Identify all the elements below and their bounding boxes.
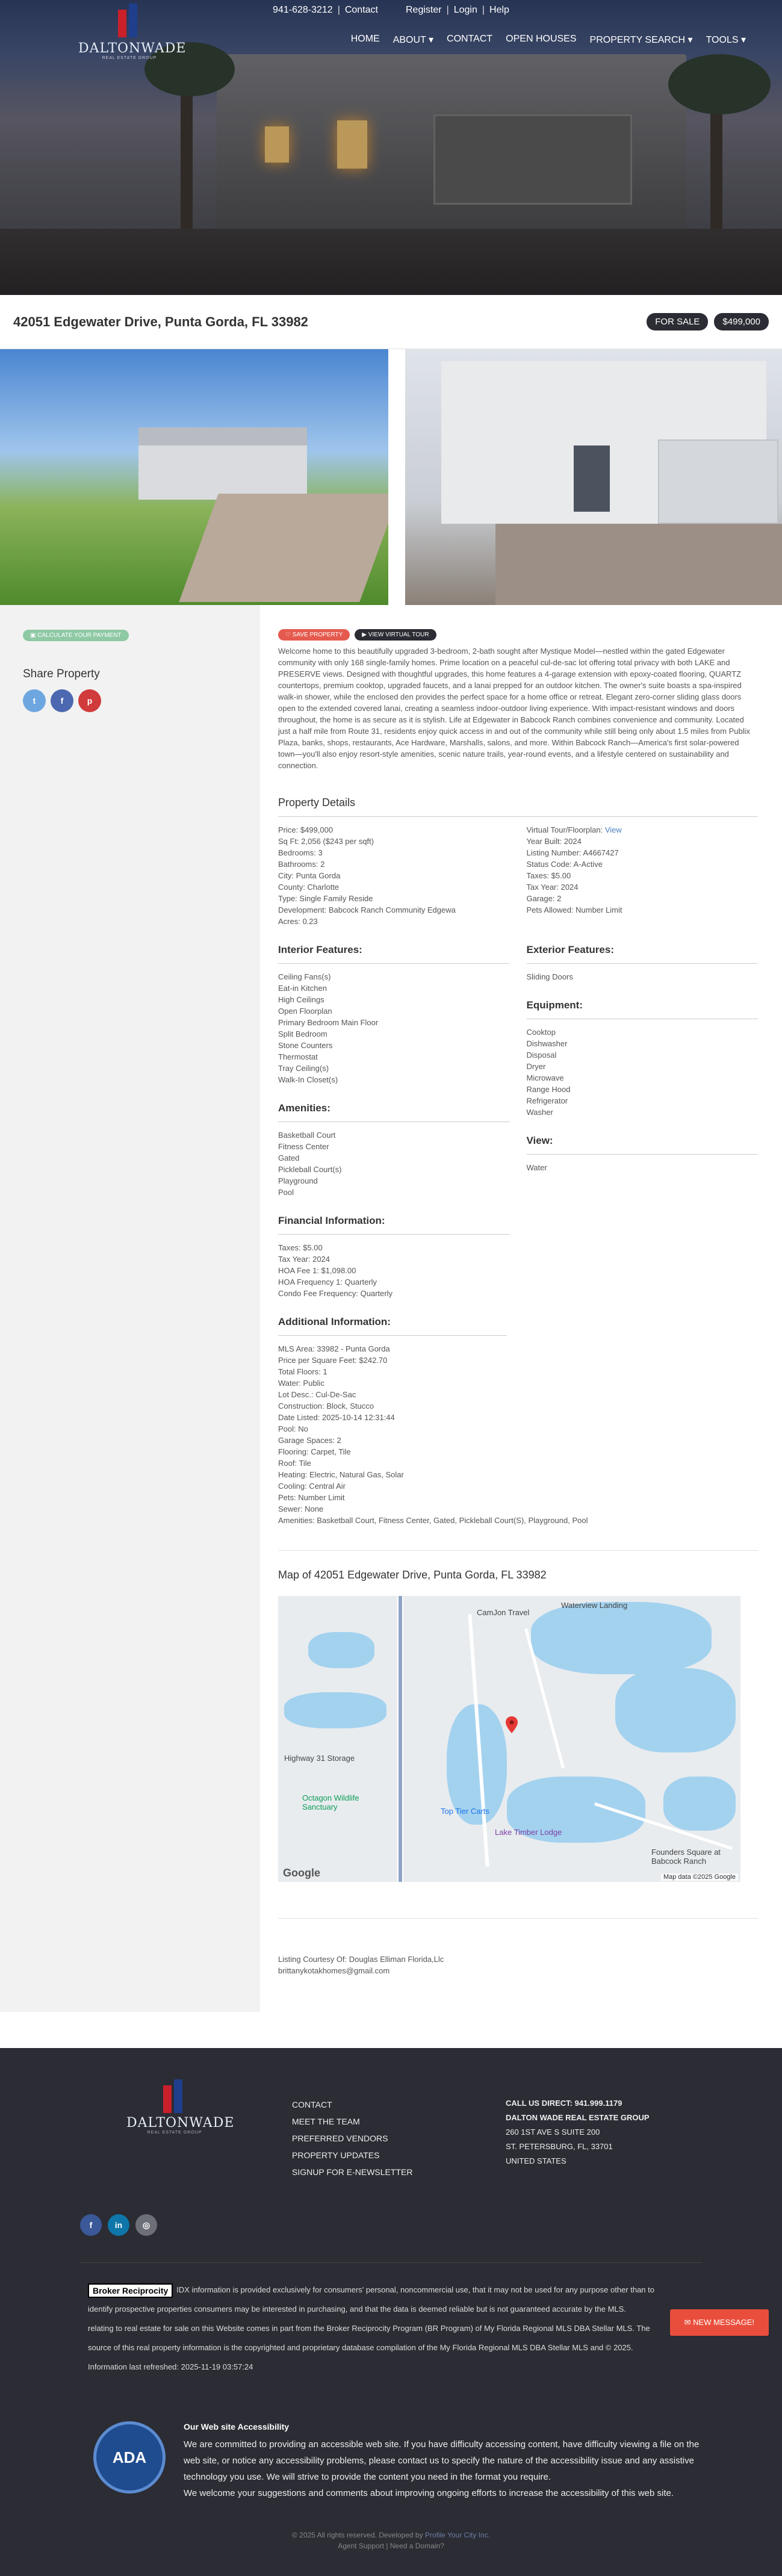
view-list [527, 1162, 759, 1173]
accessibility-title: Our Web site Accessibility [184, 2422, 290, 2432]
login-link[interactable]: Login [453, 5, 477, 15]
equipment-item: Microwave [526, 1073, 564, 1082]
footer-contact-line: 260 1ST AVE S SUITE 200 [506, 2128, 600, 2137]
nav-about[interactable] [393, 34, 433, 46]
additional-info-item: Construction: Block, Stucco [278, 1401, 374, 1411]
footer-contact [506, 2096, 650, 2168]
additional-info-item: Amenities: Basketball Court, Fitness Center, Gated, Pickleball Court(S), Playground, Pool [278, 1516, 588, 1525]
interior-feature-item: Eat-in Kitchen [278, 984, 327, 993]
additional-info-item: Pets: Number Limit [278, 1493, 345, 1502]
footer-link[interactable]: PREFERRED VENDORS [292, 2134, 388, 2143]
amenity-item: Pool [278, 1188, 294, 1197]
financial-item: HOA Frequency 1: Quarterly [278, 1277, 377, 1286]
financial-item: Taxes: $5.00 [278, 1243, 323, 1252]
additional-info-list [278, 1343, 758, 1526]
photo-house [138, 427, 307, 500]
photo-walkway [495, 524, 782, 605]
interior-feature-item: Primary Bedroom Main Floor [278, 1018, 379, 1027]
accessibility-statement [184, 2419, 701, 2501]
footer-link[interactable]: SIGNUP FOR E-NEWSLETTER [292, 2167, 413, 2177]
map-label-waterview: Waterview Landing [561, 1601, 628, 1610]
footer-link[interactable]: MEET THE TEAM [292, 2117, 360, 2126]
additional-info-item: Lot Desc.: Cul-De-Sac [278, 1390, 356, 1399]
equipment-item: Dishwasher [526, 1039, 568, 1048]
nav-tools[interactable] [706, 34, 746, 46]
equipment-item: Washer [526, 1108, 553, 1117]
interior-features-list [278, 971, 510, 1085]
new-message-label: NEW MESSAGE! [693, 2318, 754, 2327]
amenity-item: Basketball Court [278, 1131, 336, 1140]
instagram-icon[interactable]: ◎ [135, 2214, 157, 2236]
detail-item: Acres: 0.23 [278, 917, 318, 926]
ada-badge-text: ADA [112, 2448, 147, 2466]
additional-info-item: Heating: Electric, Natural Gas, Solar [278, 1470, 404, 1479]
accessibility-paragraph-1: We are committed to providing an accessible web site. If you have difficulty accessing content, have difficulty viewing a file on the web site, or notice any accessibility problems, please contact us to specify the nature of the accessibility issue and any assistive technology you use. We will strive to provide the content you need in the format you require. [184, 2439, 700, 2482]
nav-about-label: ABOUT [393, 35, 426, 45]
map-label-storage: Highway 31 Storage [284, 1754, 355, 1763]
financial-item: HOA Fee 1: $1,098.00 [278, 1266, 356, 1275]
footer-logo-tagline: REAL ESTATE GROUP [147, 2131, 202, 2135]
details-right-column [527, 824, 759, 927]
additional-info-item: Garage Spaces: 2 [278, 1436, 341, 1445]
detail-item: Year Built: 2024 [526, 837, 582, 846]
footer-contact-line: UNITED STATES [506, 2156, 566, 2165]
additional-info-item: Pool: No [278, 1424, 308, 1433]
idx-line-4: source of this real property information is the copyrighted and proprietary database compilation of the My Florida Regional MLS DBA Stellar MLS and © 2025. [88, 2343, 633, 2352]
exterior-features-list [527, 971, 759, 982]
listing-content [260, 605, 782, 2012]
map-data-credit: Map data ©2025 Google [661, 1873, 738, 1881]
caret-down-icon: ▾ [740, 35, 746, 45]
courtesy-office: Listing Courtesy Of: Douglas Elliman Florida,Llc [278, 1955, 444, 1964]
detail-item: County: Charlotte [278, 883, 340, 892]
virtual-tour-label: VIEW VIRTUAL TOUR [368, 632, 429, 638]
listing-badges [647, 313, 769, 331]
courtesy-email: brittanykotakhomes@gmail.com [278, 1966, 390, 1975]
virtual-tour-link[interactable]: View [604, 825, 622, 834]
map-highway [397, 1596, 403, 1882]
footer-contact-line: ST. PETERSBURG, FL, 33701 [506, 2142, 613, 2151]
nav-tools-label: TOOLS [706, 35, 739, 45]
features-row [278, 927, 758, 1299]
copyright-line [0, 2530, 782, 2540]
main-content [0, 605, 782, 2012]
additional-info-title: Additional Information: [278, 1316, 507, 1336]
detail-item: Taxes: $5.00 [526, 871, 571, 880]
site-logo[interactable] [78, 4, 187, 70]
contact-link[interactable]: Contact [344, 5, 378, 15]
amenity-item: Gated [278, 1153, 300, 1162]
detail-item: Bathrooms: 2 [278, 860, 325, 869]
save-property-button[interactable] [278, 629, 350, 641]
nav-open-houses[interactable]: OPEN HOUSES [506, 34, 577, 44]
footer-link[interactable]: PROPERTY UPDATES [292, 2150, 380, 2160]
heart-icon: ♡ [285, 632, 291, 638]
footer-divider [80, 2262, 703, 2263]
equipment-item: Disposal [526, 1051, 557, 1060]
financial-title: Financial Information: [278, 1215, 510, 1235]
help-link[interactable]: Help [489, 5, 509, 15]
view-item: Water [526, 1163, 547, 1172]
idx-line-2: identify prospective properties consumers may be interested in purchasing, and that the data is deemed reliable but is not guaranteed accurate by the MLS. [88, 2304, 626, 2314]
map-label-camjon: CamJon Travel [477, 1608, 530, 1617]
property-details-title: Property Details [278, 796, 758, 817]
additional-info-item: Roof: Tile [278, 1459, 311, 1468]
amenities-title: Amenities: [278, 1102, 510, 1122]
footer-links [292, 2096, 412, 2180]
virtual-tour-row [527, 824, 759, 836]
map-lake [615, 1668, 736, 1752]
calculate-payment-label: CALCULATE YOUR PAYMENT [37, 632, 122, 639]
map-label-octagon: Octagon Wildlife Sanctuary [302, 1793, 359, 1811]
equipment-title: Equipment: [527, 999, 759, 1019]
equipment-item: Range Hood [526, 1085, 571, 1094]
idx-line-1 [88, 2280, 696, 2300]
save-property-label: SAVE PROPERTY [292, 632, 343, 638]
amenity-item: Fitness Center [278, 1142, 329, 1151]
listing-photo-2[interactable] [405, 349, 782, 605]
exterior-features-title: Exterior Features: [527, 944, 759, 964]
footer-logo[interactable] [126, 2079, 235, 2135]
footer-link[interactable]: CONTACT [292, 2100, 332, 2109]
nav-home[interactable]: HOME [350, 34, 380, 44]
copyright-text: © 2025 All rights reserved. Developed by [291, 2531, 423, 2539]
twitter-share-icon[interactable]: t [23, 689, 46, 712]
detail-item: Garage: 2 [526, 894, 562, 903]
support-links[interactable]: Agent Support | Need a Domain? [338, 2542, 444, 2550]
logo-tagline: REAL ESTATE GROUP [102, 56, 157, 60]
calculator-icon: ▣ [30, 632, 36, 639]
additional-info-item: Total Floors: 1 [278, 1367, 327, 1376]
divider [278, 1918, 758, 1919]
detail-item: Development: Babcock Ranch Community Edgewa [278, 905, 456, 914]
photo-driveway [179, 494, 388, 602]
view-title: View: [527, 1135, 759, 1155]
map-title: Map of 42051 Edgewater Drive, Punta Gorda, FL 33982 [278, 1569, 547, 1581]
detail-item: Type: Single Family Reside [278, 894, 373, 903]
listing-photo-1[interactable] [0, 349, 388, 605]
separator: | [337, 5, 340, 15]
additional-info-item: Price per Square Feet: $242.70 [278, 1356, 388, 1365]
linkedin-icon[interactable]: in [108, 2214, 129, 2236]
photo-front-door [574, 445, 610, 512]
additional-info-item: MLS Area: 33982 - Punta Gorda [278, 1344, 390, 1353]
idx-line-5: Information last refreshed: 2025-11-19 03:57:24 [88, 2362, 253, 2371]
share-title: Share Property [23, 668, 100, 680]
amenities-list [278, 1129, 510, 1198]
listing-courtesy [278, 1943, 758, 1976]
amenity-item: Pickleball Court(s) [278, 1165, 342, 1174]
footer-social [80, 2214, 157, 2236]
detail-item: Price: $499,000 [278, 825, 334, 834]
map-lake [308, 1632, 374, 1668]
accessibility-paragraph-2: We welcome your suggestions and comments about improving ongoing efforts to increase the accessibility of this web site. [184, 2488, 674, 2498]
interior-feature-item: Split Bedroom [278, 1029, 327, 1038]
separator: | [482, 5, 485, 15]
ada-badge-icon [93, 2421, 166, 2494]
detail-item: Pets Allowed: Number Limit [526, 905, 622, 914]
idx-text-1: IDX information is provided exclusively for consumers' personal, noncommercial use, that it may not be used for any purpose other than to [176, 2285, 654, 2294]
logo-mark-icon [161, 2079, 188, 2115]
calculate-payment-button[interactable] [23, 630, 129, 641]
interior-column [278, 927, 510, 1299]
photo-garage-door [658, 439, 778, 524]
map-label-laketimber: Lake Timber Lodge [495, 1828, 562, 1837]
photo-gallery [0, 349, 782, 605]
listing-description: Welcome home to this beautifully upgraded 3-bedroom, 2-bath sought after Mystique Model—nestled within the gated Edgewater community with only 168 single-family homes. Prime location on a peaceful cul-de-sac lot offering total privacy with both LAKE and PRESERVE views. Designed with thoughtful upgrades, this home features a 4-garage extension with epoxy-coated flooring, QUARTZ countertops, premium cooktop, upgraded faucets, and a lanai prepped for an outdoor kitchen. The owner's suite boasts a spa-inspired walk-in shower, while the enclosed den provides the perfect space for a home office or retreat. Elegant zero-corner sliding glass doors open to the extended covered lanai, creating a seamless indoor-outdoor living experience. With impact-resistant windows and doors throughout, the home is as secure as it is stylish. Life at Edgewater in Babcock Ranch combines convenience and community. Located just a half mile from Route 31, residents enjoy quick access in and out of the community while still being only about 1.5 miles from Publix Plaza, banks, shops, restaurants, Ace Hardware, Marshalls, salons, and more. Within Babcock Ranch—America's first solar-powered town—you'll also enjoy resort-style amenities, scenic nature trails, year-round events, and a lifestyle centered on sustainability and connection. [278, 647, 750, 770]
detail-item: Status Code: A-Active [526, 860, 603, 869]
facebook-share-icon[interactable]: f [51, 689, 73, 712]
interior-feature-item: Open Floorplan [278, 1007, 332, 1016]
location-map[interactable] [278, 1596, 740, 1882]
new-message-button[interactable] [670, 2309, 769, 2336]
site-footer [0, 2048, 782, 2576]
additional-info-item: Water: Public [278, 1379, 324, 1388]
interior-feature-item: Stone Counters [278, 1041, 333, 1050]
google-logo: Google [283, 1867, 320, 1879]
developer-link[interactable]: Profile Your City Inc. [424, 2531, 491, 2539]
detail-item: Bedrooms: 3 [278, 848, 323, 857]
broker-reciprocity-logo: Broker Reciprocity [88, 2283, 173, 2298]
details-right-list [527, 836, 759, 916]
caret-down-icon: ▾ [687, 35, 693, 45]
additional-info-item: Flooring: Carpet, Tile [278, 1447, 351, 1456]
interior-feature-item: Walk-In Closet(s) [278, 1075, 338, 1084]
financial-item: Tax Year: 2024 [278, 1255, 330, 1264]
phone-link[interactable]: 941-628-3212 [273, 5, 333, 15]
pinterest-share-icon[interactable]: p [78, 689, 101, 712]
facebook-icon[interactable]: f [80, 2214, 102, 2236]
interior-feature-item: Tray Ceiling(s) [278, 1064, 329, 1073]
amenity-item: Playground [278, 1176, 318, 1185]
equipment-item: Dryer [526, 1062, 546, 1071]
equipment-item: Cooktop [526, 1028, 556, 1037]
detail-item: Listing Number: A4667427 [526, 848, 619, 857]
detail-item: City: Punta Gorda [278, 871, 341, 880]
listing-address: 42051 Edgewater Drive, Punta Gorda, FL 33982 [13, 314, 308, 329]
logo-brand: DALTONWADE [78, 41, 187, 56]
interior-feature-item: High Ceilings [278, 995, 324, 1004]
additional-info-item: Sewer: None [278, 1504, 324, 1513]
additional-info-item: Cooling: Central Air [278, 1482, 346, 1491]
listing-actions [278, 629, 758, 641]
message-icon: ✉ [684, 2318, 691, 2327]
register-link[interactable]: Register [405, 5, 442, 15]
footer-logo-brand: DALTONWADE [126, 2115, 235, 2131]
financial-item: Condo Fee Frequency: Quarterly [278, 1289, 393, 1298]
hero-banner [0, 0, 782, 295]
additional-info-item: Date Listed: 2025-10-14 12:31:44 [278, 1413, 395, 1422]
idx-disclaimer [88, 2280, 696, 2377]
footer-contact-line[interactable]: CALL US DIRECT: 941.999.1179 [506, 2099, 622, 2108]
detail-item: Sq Ft: 2,056 ($243 per sqft) [278, 837, 374, 846]
nav-property-search[interactable] [590, 34, 693, 46]
logo-mark-icon [116, 4, 143, 40]
exterior-feature-item: Sliding Doors [526, 972, 573, 981]
map-label-founders: Founders Square at Babcock Ranch [651, 1848, 721, 1866]
share-buttons [23, 689, 237, 712]
sidebar [0, 605, 260, 2012]
map-pin-icon[interactable] [506, 1716, 518, 1733]
listing-title-bar [0, 295, 782, 349]
status-badge: FOR SALE [647, 313, 708, 331]
price-badge: $499,000 [714, 313, 769, 331]
exterior-column [527, 927, 759, 1299]
nav-property-search-label: PROPERTY SEARCH [589, 35, 686, 45]
interior-feature-item: Ceiling Fans(s) [278, 972, 331, 981]
property-details [278, 824, 758, 927]
detail-item: Tax Year: 2024 [526, 883, 579, 892]
map-lake [663, 1777, 736, 1831]
caret-down-icon: ▾ [428, 35, 434, 45]
divider [278, 1550, 758, 1551]
financial-list [278, 1242, 510, 1299]
separator: | [446, 5, 449, 15]
equipment-list [527, 1026, 759, 1118]
idx-line-3: relating to real estate for sale on this Website comes in part from the Broker Reciprocity Program (BR Program) of My Florida Regional MLS DBA Stellar MLS. The [88, 2324, 650, 2333]
play-icon: ▶ [362, 632, 367, 638]
footer-contact-line: DALTON WADE REAL ESTATE GROUP [506, 2113, 650, 2122]
details-left-column [278, 824, 510, 927]
nav-contact[interactable]: CONTACT [447, 34, 493, 44]
map-lake [284, 1692, 386, 1728]
virtual-tour-label: Virtual Tour/Floorplan: [526, 825, 603, 834]
map-lake [531, 1602, 712, 1674]
equipment-item: Refrigerator [526, 1096, 568, 1105]
interior-feature-item: Thermostat [278, 1052, 318, 1061]
main-nav [351, 34, 746, 46]
interior-features-title: Interior Features: [278, 944, 510, 964]
map-label-topcarts: Top Tier Carts [441, 1807, 489, 1816]
footer-bottom [0, 2530, 782, 2551]
virtual-tour-button[interactable] [355, 629, 436, 641]
